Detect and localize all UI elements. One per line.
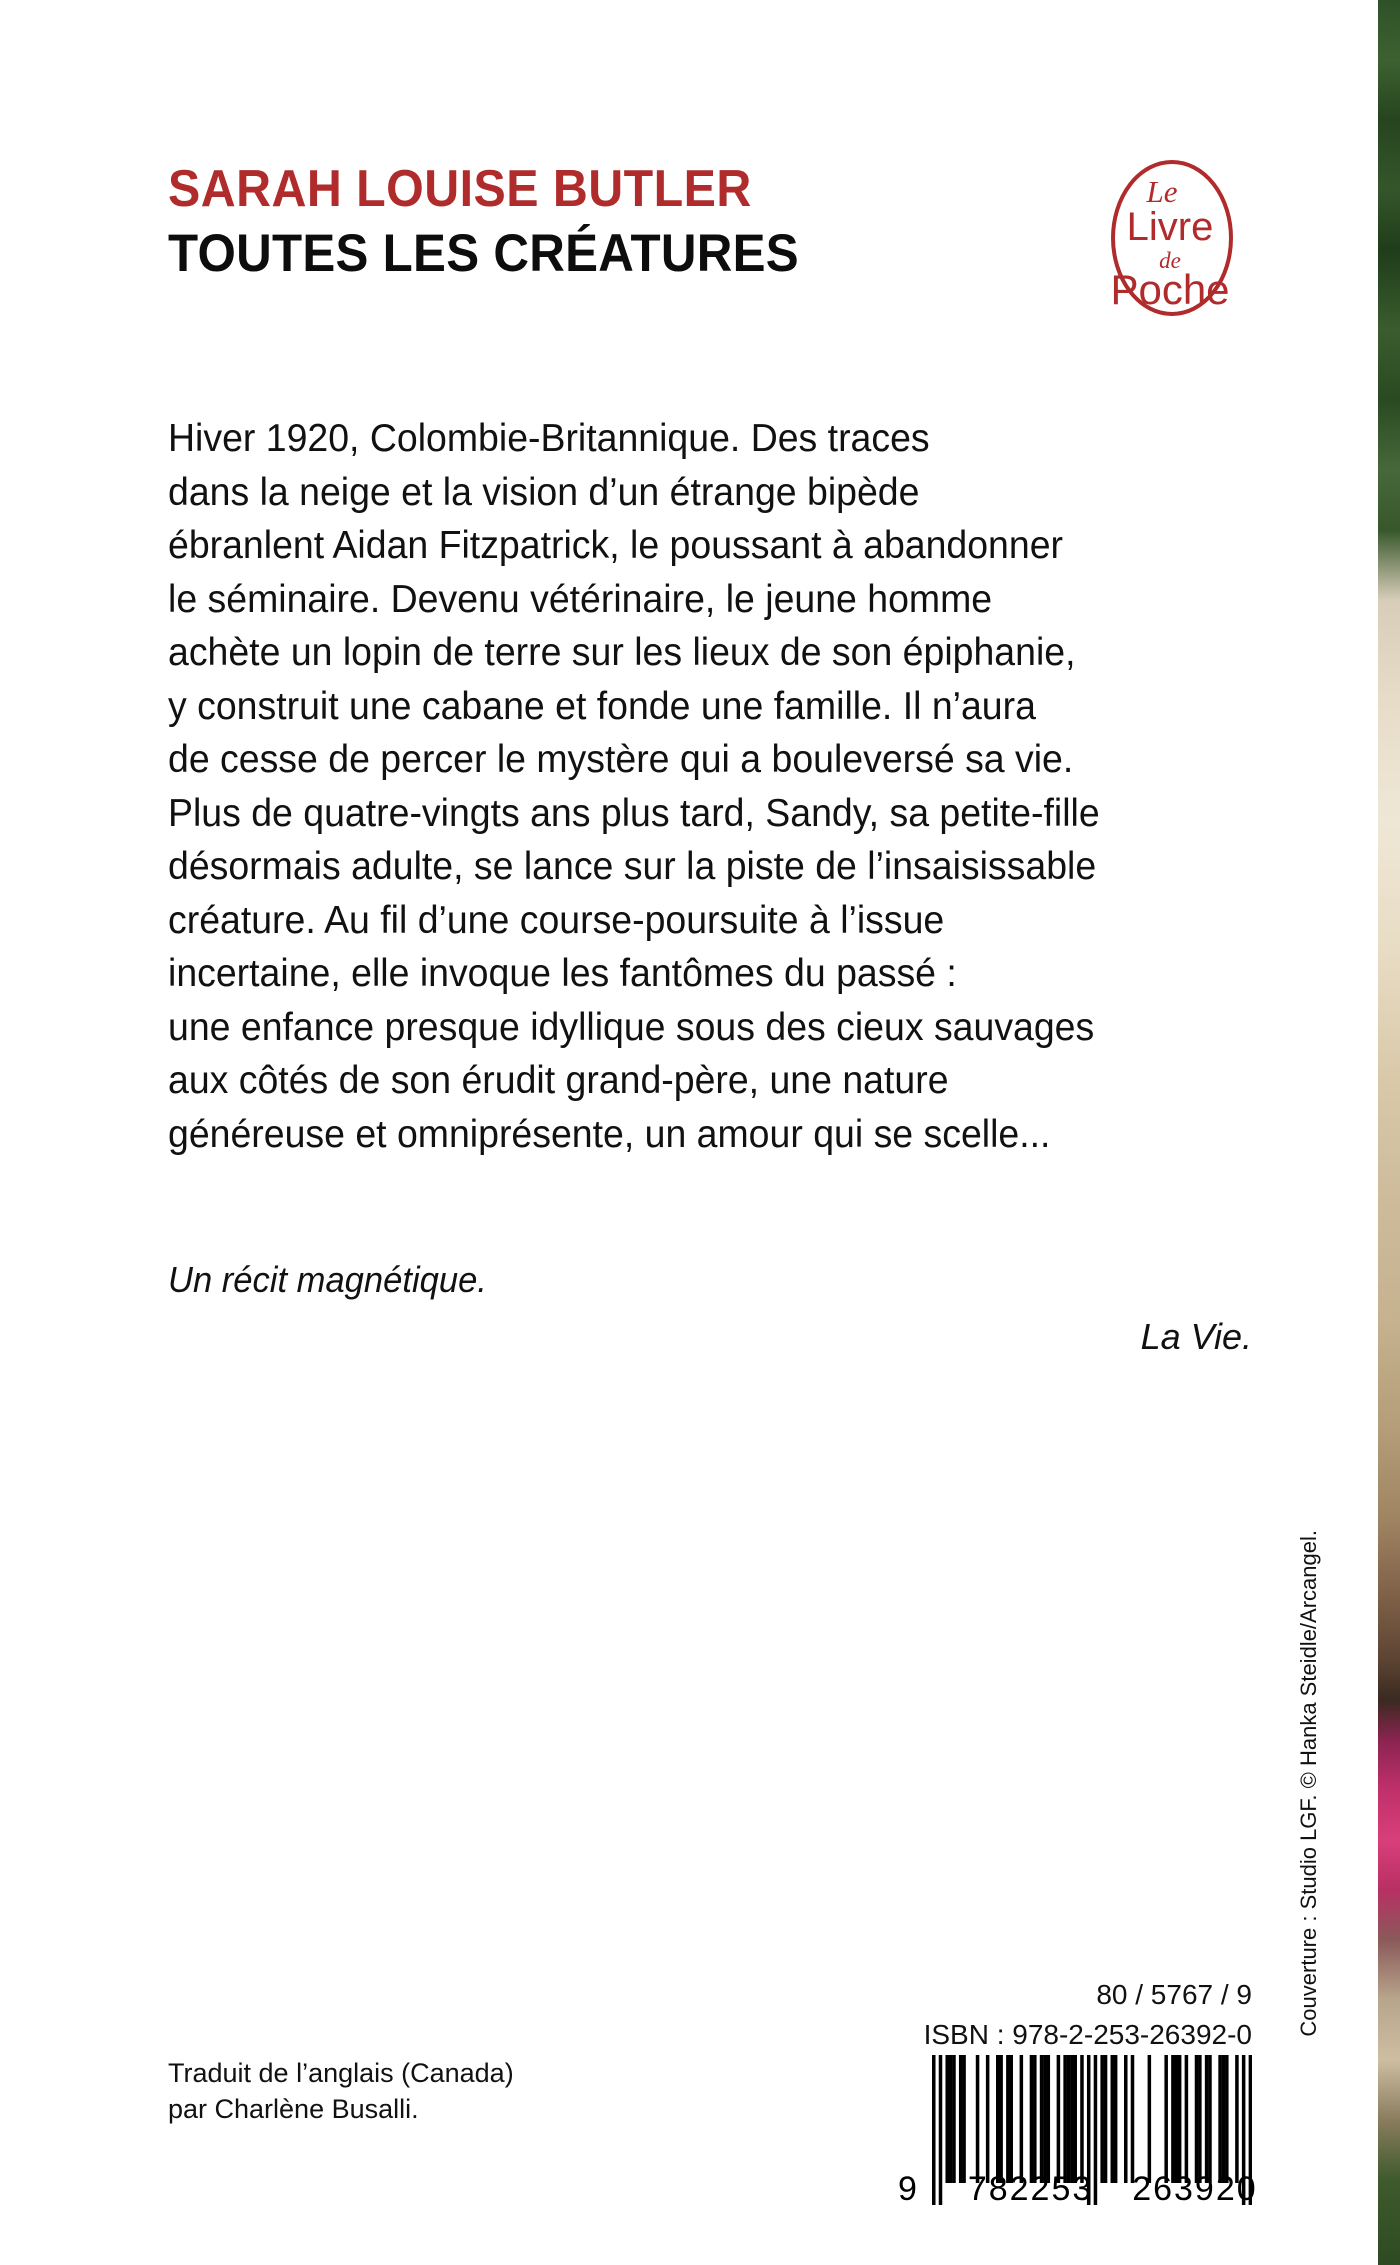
cover-credit: Couverture : Studio LGF. © Hanka Steidle/Arcangel. xyxy=(1296,1530,1321,2037)
logo-line-de: de xyxy=(1159,248,1181,273)
synopsis-line: aux côtés de son érudit grand-père, une nature xyxy=(168,1059,949,1102)
reference-code: 80 / 5767 / 9 xyxy=(1096,1979,1252,2010)
barcode xyxy=(898,2055,1258,2208)
barcode-lead-digit: 9 xyxy=(898,2170,919,2208)
author-name: SARAH LOUISE BUTLER xyxy=(168,160,752,218)
synopsis-line: désormais adulte, se lance sur la piste de l’insaisissable xyxy=(168,845,1097,888)
synopsis-line: le séminaire. Devenu vétérinaire, le jeune homme xyxy=(168,577,993,621)
logo-line-livre: Livre xyxy=(1126,205,1214,249)
code-block xyxy=(924,1975,1252,2055)
publisher-logo xyxy=(1108,158,1236,318)
synopsis-line: ébranlent Aidan Fitzpatrick, le poussant à abandonner xyxy=(168,524,1064,567)
book-title: TOUTES LES CRÉATURES xyxy=(168,224,799,283)
logo-line-le: Le xyxy=(1146,174,1178,209)
barcode-right-group: 263920 xyxy=(1132,2170,1258,2208)
synopsis-line: Plus de quatre-vingts ans plus tard, Sandy, sa petite-fille xyxy=(168,791,1100,835)
isbn-code: ISBN : 978-2-253-26392-0 xyxy=(923,2019,1252,2050)
synopsis-line: incertaine, elle invoque les fantômes du passé : xyxy=(168,952,957,995)
press-quote-source: La Vie. xyxy=(1140,1316,1252,1357)
synopsis-line: généreuse et omniprésente, un amour qui se scelle... xyxy=(168,1112,1051,1156)
synopsis-text xyxy=(168,412,1205,1161)
synopsis-line: dans la neige et la vision d’un étrange bipède xyxy=(168,470,920,514)
synopsis-line: une enfance presque idyllique sous des cieux sauvages xyxy=(168,1005,1095,1049)
barcode-left-group: 782253 xyxy=(967,2170,1094,2208)
press-quote: Un récit magnétique. xyxy=(168,1259,487,1300)
title-block xyxy=(168,160,1268,350)
front-cover-edge-sliver xyxy=(1378,0,1400,2265)
synopsis-line: de cesse de percer le mystère qui a bouleversé sa vie. xyxy=(168,738,1074,781)
translator-line-1: Traduit de l’anglais (Canada) xyxy=(168,2058,514,2088)
synopsis-line: y construit une cabane et fonde une famille. Il n’aura xyxy=(168,684,1036,728)
synopsis-line: créature. Au fil d’une course-poursuite à l’issue xyxy=(168,898,945,942)
translator-line-2: par Charlène Busalli. xyxy=(168,2094,419,2124)
translator-credit xyxy=(168,2055,514,2127)
logo-line-poche: Poche xyxy=(1110,266,1230,313)
cover-fold-line xyxy=(1376,0,1378,2265)
synopsis-line: achète un lopin de terre sur les lieux de son épiphanie, xyxy=(168,631,1076,674)
barcode-digits xyxy=(898,2170,1258,2209)
synopsis-line: Hiver 1920, Colombie-Britannique. Des traces xyxy=(168,417,930,460)
